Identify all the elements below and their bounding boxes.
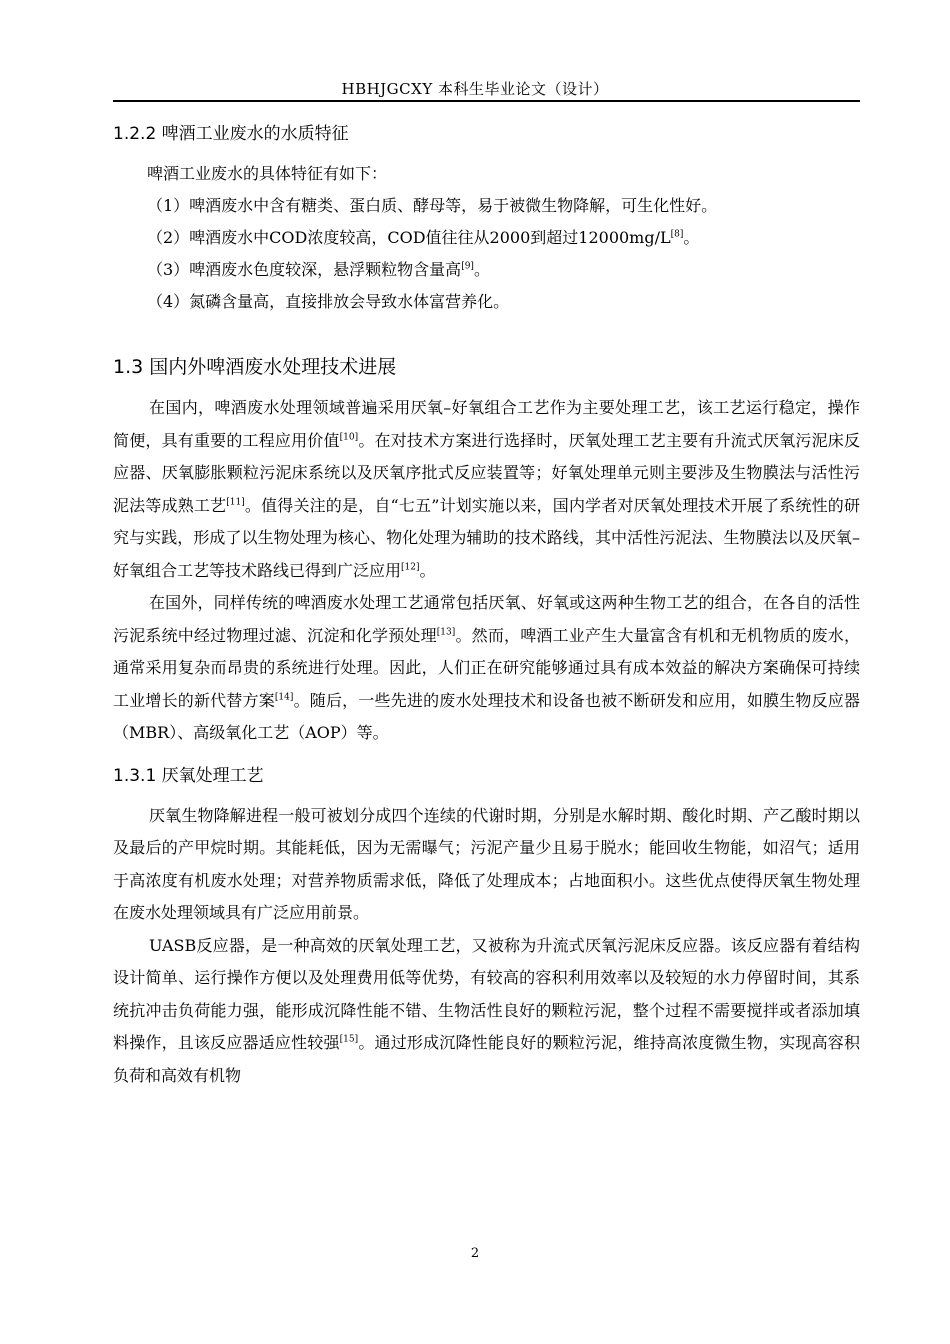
list-item-2: （2）啤酒废水中COD浓度较高，COD值往往从2000到超过12000mg/L[8]。 (147, 228, 700, 247)
citation: [8] (670, 229, 684, 240)
section-heading-1-3-1: 1.3.1 厌氧处理工艺 (113, 765, 264, 786)
paragraph-anaerobic: 厌氧生物降解进程一般可被划分成四个连续的代谢时期，分别是水解时期、酸化时期、产乙酸时期以及最后的产甲烷时期。其能耗低，因为无需曝气；污泥产量少且易于脱水；能回收生物能，如沼气；适用于高浓度有机废水处理；对营养物质需求低，降低了处理成本；占地面积小。这些优点使得厌氧生物处理在废水处理领域具有广泛应用前景。 (113, 805, 860, 922)
section-intro: 啤酒工业废水的具体特征有如下： (147, 164, 388, 183)
citation: [10] (339, 432, 359, 443)
citation: [9] (461, 261, 474, 272)
paragraph-domestic: 在国内，啤酒废水处理领域普遍采用厌氧–好氧组合工艺作为主要处理工艺，该工艺运行稳定，操作简便，具有重要的工程应用价值[10]。在对技术方案进行选择时，厌氧处理工艺主要有升流式厌氧污泥床反应器、厌氧膨胀颗粒污泥床系统以及厌氧序批式反应装置等；好氧处理单元则主要涉及生物膜法与活性污泥法等成熟工艺[11]。值得关注的是，自“七五”计划实施以来，国内学者对厌氧处理技术开展了系统性的研究与实践，形成了以生物处理为核心、物化处理为辅助的技术路线，其中活性污泥法、生物膜法以及厌氧–好氧组合工艺等技术路线已得到广泛应用[12]。 (113, 398, 860, 580)
header-rule (113, 100, 860, 102)
section-heading-1-2-2: 1.2.2 啤酒工业废水的水质特征 (113, 124, 349, 144)
citation: [14] (274, 692, 294, 703)
page-body (113, 112, 860, 1092)
paragraph-uasb: UASB反应器，是一种高效的厌氧处理工艺，又被称为升流式厌氧污泥床反应器。该反应器有着结构设计简单、运行操作方便以及处理费用低等优势，有较高的容积利用效率以及较短的水力停留时间，其系统抗冲击负荷能力强，能形成沉降性能不错、生物活性良好的颗粒污泥，整个过程不需要搅拌或者添加填料操作，且该反应器适应性较强[15]。通过形成沉降性能良好的颗粒污泥，维持高浓度微生物，实现高容积负荷和高效有机物 (113, 935, 860, 1085)
citation: [15] (339, 1034, 359, 1045)
page-number: 2 (470, 1246, 480, 1261)
running-header: HBHJGCXY 本科生毕业论文（设计） (341, 80, 609, 98)
paragraph-foreign: 在国外，同样传统的啤酒废水处理工艺通常包括厌氧、好氧或这两种生物工艺的组合，在各自的活性污泥系统中经过物理过滤、沉淀和化学预处理[13]。然而，啤酒工业产生大量富含有机和无机物质的废水，通常采用复杂而昂贵的系统进行处理。因此，人们正在研究能够通过具有成本效益的解决方案确保可持续工业增长的新代替方案[14]。随后，一些先进的废水处理技术和设备也被不断研发和应用，如膜生物反应器（MBR）、高级氧化工艺（AOP）等。 (113, 593, 860, 742)
citation: [13] (436, 627, 456, 638)
citation: [12] (401, 562, 420, 573)
list-item-1: （1）啤酒废水中含有糖类、蛋白质、酵母等，易于被微生物降解，可生化性好。 (147, 196, 718, 215)
list-item-3: （3）啤酒废水色度较深，悬浮颗粒物含量高[9]。 (147, 260, 490, 279)
list-item-4: （4）氮磷含量高，直接排放会导致水体富营养化。 (147, 292, 510, 311)
section-heading-1-3: 1.3 国内外啤酒废水处理技术进展 (113, 356, 397, 378)
citation: [11] (226, 497, 245, 508)
